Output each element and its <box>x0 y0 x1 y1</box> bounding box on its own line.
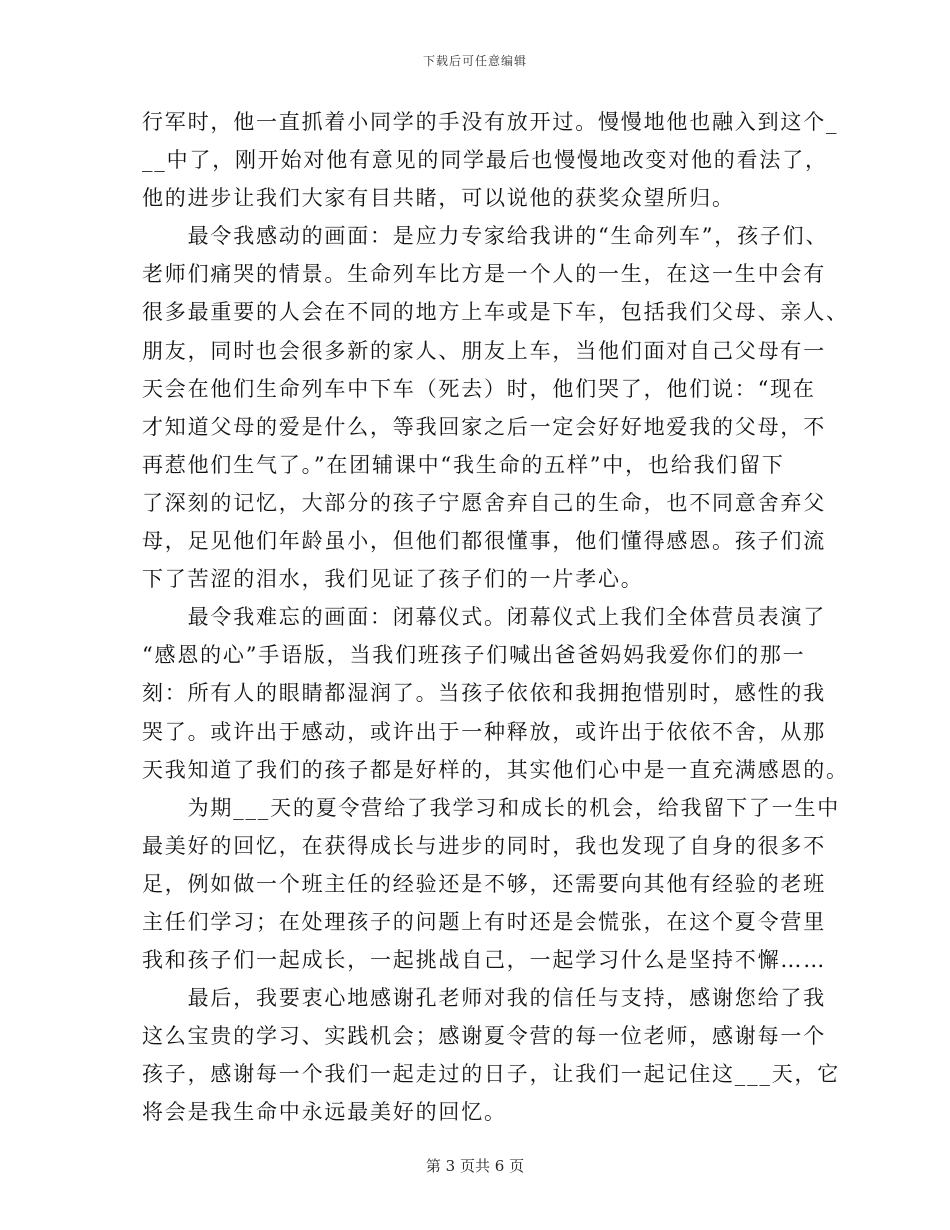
text-line: __中了，刚开始对他有意见的同学最后也慢慢地改变对他的看法了， <box>142 148 828 173</box>
page-header: 下载后可任意编辑 <box>422 54 527 68</box>
text-line: 将会是我生命中永远最美好的回忆。 <box>142 1100 507 1125</box>
text-line: 天会在他们生命列车中下车（死去）时，他们哭了，他们说：“现在 <box>142 376 816 401</box>
text-line: 最令我难忘的画面：闭幕仪式。闭幕仪式上我们全体营员表演了 <box>142 605 826 630</box>
text-line: 最美好的回忆，在获得成长与进步的同时，我也发现了自身的很多不 <box>142 833 826 858</box>
text-line: 朋友，同时也会很多新的家人、朋友上车，当他们面对自己父母有一 <box>142 338 826 363</box>
text-line: 哭了。或许出于感动，或许出于一种释放，或许出于依依不舍，从那 <box>142 719 826 744</box>
text-line: 这么宝贵的学习、实践机会；感谢夏令营的每一位老师，感谢每一个 <box>142 1024 826 1049</box>
text-line: 最后，我要衷心地感谢孔老师对我的信任与支持，感谢您给了我 <box>142 986 826 1011</box>
text-line: 他的进步让我们大家有目共睹，可以说他的获奖众望所归。 <box>142 186 735 211</box>
text-line: 主任们学习；在处理孩子的问题上有时还是会慌张，在这个夏令营里 <box>142 909 826 934</box>
text-line: 天我知道了我们的孩子都是好样的，其实他们心中是一直充满感恩的。 <box>142 757 849 782</box>
text-line: 刻：所有人的眼睛都湿润了。当孩子依依和我拥抱惜别时，感性的我 <box>142 681 826 706</box>
text-line: “感恩的心”手语版，当我们班孩子们喊出爸爸妈妈我爱你们的那一 <box>142 643 806 668</box>
text-line: 再惹他们生气了。”在团辅课中“我生命的五样”中，也给我们留下 <box>142 452 785 477</box>
text-line: 为期___天的夏令营给了我学习和成长的机会，给我留下了一生中 <box>142 795 841 820</box>
text-line: 最令我感动的画面：是应力专家给我讲的“生命列车”，孩子们、 <box>142 224 829 249</box>
text-line: 孩子，感谢每一个我们一起走过的日子，让我们一起记住这___天，它 <box>142 1062 841 1087</box>
text-line: 下了苦涩的泪水，我们见证了孩子们的一片孝心。 <box>142 567 644 592</box>
body-text <box>142 103 849 1132</box>
page-footer: 第 3 页共 6 页 <box>425 1157 525 1175</box>
text-line: 母，足见他们年龄虽小，但他们都很懂事，他们懂得感恩。孩子们流 <box>142 529 826 554</box>
text-line: 才知道父母的爱是什么，等我回家之后一定会好好地爱我的父母，不 <box>142 414 826 439</box>
text-line: 行军时，他一直抓着小同学的手没有放开过。慢慢地他也融入到这个_ <box>142 110 839 134</box>
text-line: 我和孩子们一起成长，一起挑战自己，一起学习什么是坚持不懈…… <box>142 948 826 973</box>
text-line: 了深刻的记忆，大部分的孩子宁愿舍弃自己的生命，也不同意舍弃父 <box>142 490 826 515</box>
text-line: 老师们痛哭的情景。生命列车比方是一个人的一生，在这一生中会有 <box>142 262 826 287</box>
text-line: 足，例如做一个班主任的经验还是不够，还需要向其他有经验的老班 <box>142 871 826 896</box>
text-line: 很多最重要的人会在不同的地方上车或是下车，包括我们父母、亲人、 <box>142 300 849 325</box>
